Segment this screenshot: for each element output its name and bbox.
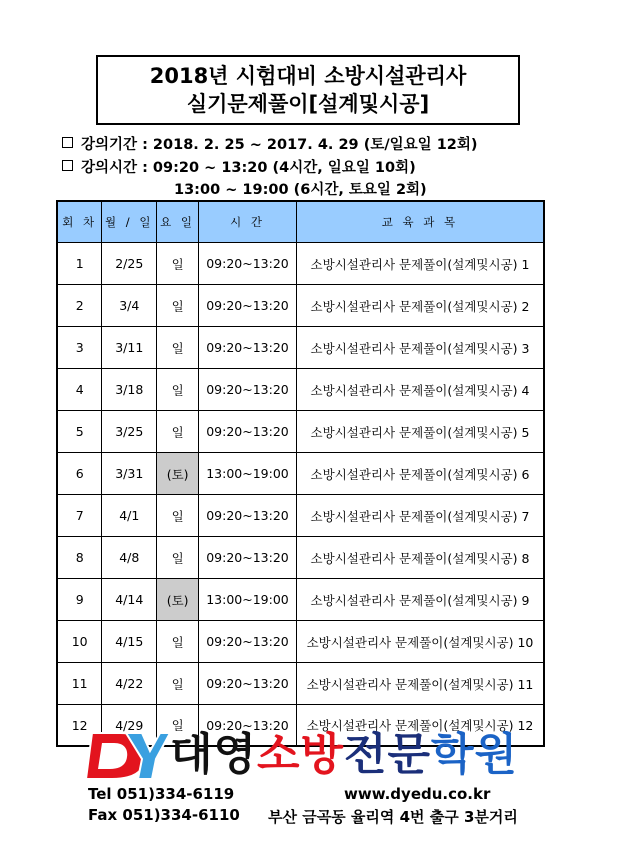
cell-day: 일	[157, 411, 199, 453]
contact-fax: Fax 051)334-6110	[88, 806, 240, 824]
cell-time: 13:00~19:00	[199, 579, 297, 621]
cell-date: 3/25	[102, 411, 157, 453]
cell-time: 13:00~19:00	[199, 453, 297, 495]
cell-time: 09:20~13:20	[199, 537, 297, 579]
cell-subject: 소방시설관리사 문제풀이(설계및시공) 6	[296, 453, 544, 495]
cell-subject: 소방시설관리사 문제풀이(설계및시공) 1	[296, 243, 544, 285]
academy-name-4: 학원	[431, 729, 519, 780]
cell-no: 9	[57, 579, 102, 621]
cell-day: (토)	[157, 579, 199, 621]
academy-name-3: 전문	[344, 729, 432, 780]
cell-time: 09:20~13:20	[199, 495, 297, 537]
cell-date: 4/15	[102, 621, 157, 663]
cell-no: 8	[57, 537, 102, 579]
table-row	[57, 285, 544, 327]
table-row	[57, 663, 544, 705]
cell-no: 12	[57, 705, 102, 747]
cell-no: 11	[57, 663, 102, 705]
table-row	[57, 327, 544, 369]
cell-time: 09:20~13:20	[199, 285, 297, 327]
cell-subject: 소방시설관리사 문제풀이(설계및시공) 11	[296, 663, 544, 705]
cell-date: 3/4	[102, 285, 157, 327]
info-time-2: 13:00 ~ 19:00 (6시간, 토요일 2회)	[174, 182, 427, 198]
cell-no: 6	[57, 453, 102, 495]
cell-no: 5	[57, 411, 102, 453]
cell-day: 일	[157, 285, 199, 327]
header-subject: 교 육 과 목	[296, 201, 544, 243]
table-row	[57, 243, 544, 285]
cell-subject: 소방시설관리사 문제풀이(설계및시공) 12	[296, 705, 544, 747]
cell-day: 일	[157, 705, 199, 747]
cell-subject: 소방시설관리사 문제풀이(설계및시공) 7	[296, 495, 544, 537]
checkbox-bullet-icon	[62, 137, 73, 148]
cell-time: 09:20~13:20	[199, 411, 297, 453]
academy-name-1: 대영	[170, 729, 258, 780]
cell-date: 4/22	[102, 663, 157, 705]
cell-time: 09:20~13:20	[199, 327, 297, 369]
cell-subject: 소방시설관리사 문제풀이(설계및시공) 4	[296, 369, 544, 411]
cell-subject: 소방시설관리사 문제풀이(설계및시공) 10	[296, 621, 544, 663]
cell-day: 일	[157, 243, 199, 285]
academy-name-2: 소방	[257, 729, 345, 780]
cell-date: 3/31	[102, 453, 157, 495]
dy-logo	[82, 729, 170, 783]
cell-no: 7	[57, 495, 102, 537]
checkbox-bullet-icon	[62, 160, 73, 171]
header-no: 회 차	[57, 201, 102, 243]
header-date: 월 / 일	[102, 201, 157, 243]
cell-time: 09:20~13:20	[199, 243, 297, 285]
cell-day: 일	[157, 327, 199, 369]
contact-tel: Tel 051)334-6119	[88, 785, 235, 803]
table-row	[57, 579, 544, 621]
cell-no: 4	[57, 369, 102, 411]
info-time: 강의시간 : 09:20 ~ 13:20 (4시간, 일요일 10회)	[62, 156, 416, 177]
cell-subject: 소방시설관리사 문제풀이(설계및시공) 5	[296, 411, 544, 453]
cell-date: 4/29	[102, 705, 157, 747]
cell-day: 일	[157, 369, 199, 411]
cell-no: 2	[57, 285, 102, 327]
table-row	[57, 411, 544, 453]
title-box	[96, 55, 520, 125]
cell-no: 10	[57, 621, 102, 663]
cell-subject: 소방시설관리사 문제풀이(설계및시공) 2	[296, 285, 544, 327]
table-row	[57, 369, 544, 411]
cell-date: 3/11	[102, 327, 157, 369]
title-line1: 2018년 시험대비 소방시설관리사	[149, 64, 467, 88]
table-header-row	[57, 201, 544, 243]
cell-time: 09:20~13:20	[199, 369, 297, 411]
cell-no: 3	[57, 327, 102, 369]
schedule-table	[56, 200, 545, 747]
cell-date: 4/8	[102, 537, 157, 579]
title-line2: 실기문제풀이[설계및시공]	[186, 92, 430, 116]
header-time: 시 간	[199, 201, 297, 243]
table-row	[57, 453, 544, 495]
cell-subject: 소방시설관리사 문제풀이(설계및시공) 3	[296, 327, 544, 369]
cell-day: 일	[157, 537, 199, 579]
cell-time: 09:20~13:20	[199, 663, 297, 705]
cell-day: 일	[157, 495, 199, 537]
cell-day: (토)	[157, 453, 199, 495]
cell-subject: 소방시설관리사 문제풀이(설계및시공) 8	[296, 537, 544, 579]
cell-time: 09:20~13:20	[199, 705, 297, 747]
cell-date: 3/18	[102, 369, 157, 411]
cell-subject: 소방시설관리사 문제풀이(설계및시공) 9	[296, 579, 544, 621]
header-day: 요 일	[157, 201, 199, 243]
table-row	[57, 537, 544, 579]
info-period: 강의기간 : 2018. 2. 25 ~ 2017. 4. 29 (토/일요일 12회)	[62, 133, 478, 154]
cell-day: 일	[157, 621, 199, 663]
cell-day: 일	[157, 663, 199, 705]
table-row	[57, 621, 544, 663]
cell-date: 4/1	[102, 495, 157, 537]
table-row	[57, 495, 544, 537]
cell-date: 4/14	[102, 579, 157, 621]
academy-name	[170, 727, 518, 783]
cell-time: 09:20~13:20	[199, 621, 297, 663]
cell-no: 1	[57, 243, 102, 285]
cell-date: 2/25	[102, 243, 157, 285]
contact-web[interactable]: www.dyedu.co.kr	[344, 785, 491, 803]
contact-address: 부산 금곡동 율리역 4번 출구 3분거리	[268, 808, 518, 826]
